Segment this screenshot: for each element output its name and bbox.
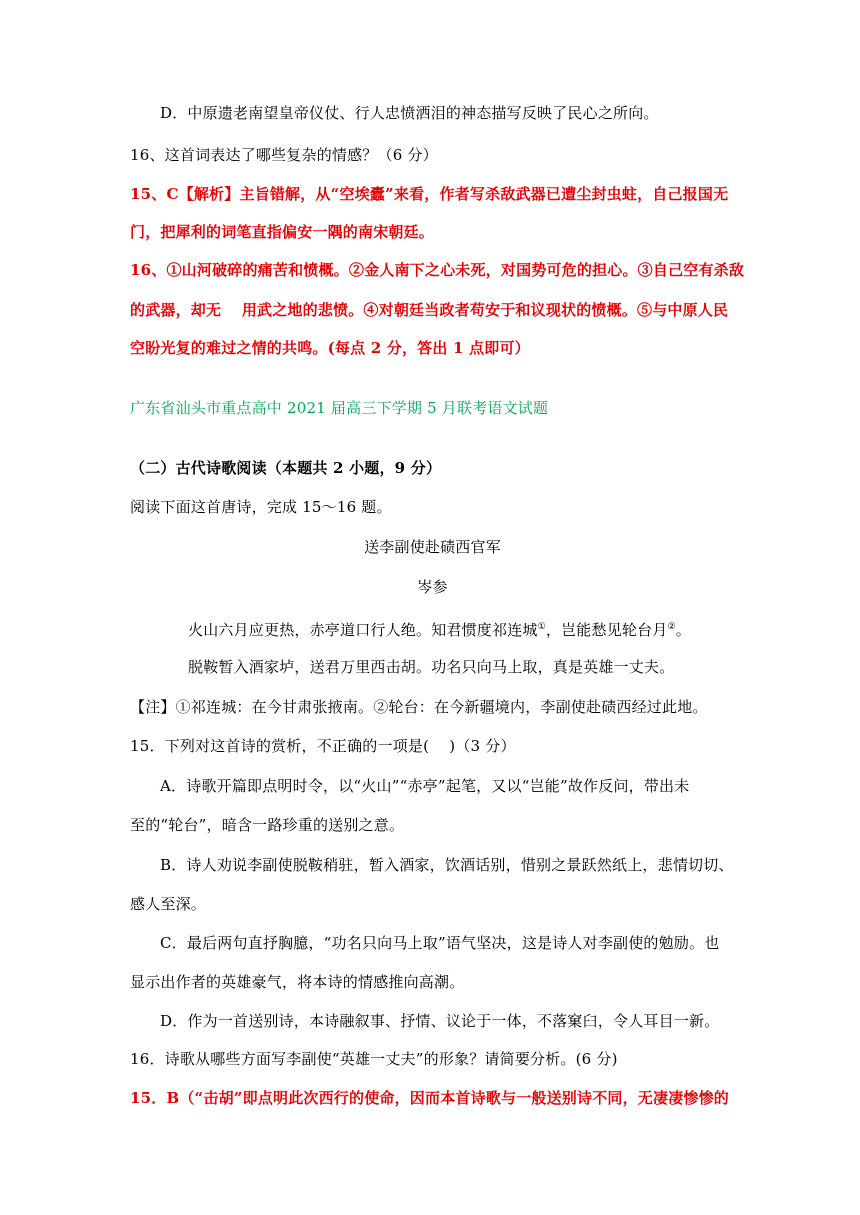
- poem-author: 岑参: [417, 578, 448, 596]
- answer-16-line-1: 16、①山河破碎的痛苦和愤概。②金人南下之心未死，对国势可危的担心。③自己空有杀敌: [130, 261, 745, 279]
- section-heading: （二）古代诗歌阅读（本题共 2 小题，9 分）: [130, 459, 442, 477]
- answer-16-line-3: 空盼光复的难过之情的共鸣。(每点 2 分，答出 1 点即可）: [130, 339, 530, 357]
- footnote-marker-2: ②: [667, 622, 676, 632]
- answer-16-line-2: 的武器，却无 用武之地的悲愤。④对朝廷当政者苟安于和议现状的愤概。⑤与中原人民: [130, 301, 729, 319]
- poem-line-1-text-b: ，岂能愁见轮台月: [545, 621, 668, 639]
- option-d2-line: D．作为一首送别诗，本诗融叙事、抒情、议论于一体，不落窠臼，令人耳目一新。: [160, 1012, 720, 1030]
- poem-title: 送李副使赴碛西官军: [364, 538, 501, 556]
- question-16b-line: 16．诗歌从哪些方面写李副使“英雄一丈夫”的形象？请简要分析。(6 分): [130, 1050, 618, 1068]
- answer-15b-line: 15．B（“击胡”即点明此次西行的使命，因而本首诗歌与一般送别诗不同，无凄凄惨惨的: [130, 1089, 730, 1107]
- answer-15-line-1: 15、C【解析】主旨错解，从“空埃蠹”来看，作者写杀敌武器已遭尘封虫蛀，自己报国无: [130, 185, 729, 203]
- source-title: 广东省汕头市重点高中 2021 届高三下学期 5 月联考语文试题: [130, 399, 549, 417]
- poem-line-2: 脱鞍暂入酒家垆，送君万里西击胡。功名只向马上取，真是英雄一丈夫。: [188, 658, 675, 676]
- option-a-line-2: 至的“轮台”，暗含一路珍重的送别之意。: [130, 816, 405, 834]
- option-b-line-1: B．诗人劝说李副使脱鞍稍驻，暂入酒家，饮酒话别，惜别之景跃然纸上，悲情切切、: [160, 856, 734, 874]
- footnote-marker-1: ①: [537, 622, 546, 632]
- notes-line: 【注】①祁连城：在今甘肃张掖南。②轮台：在今新疆境内，李副使赴碛西经过此地。: [130, 698, 708, 716]
- poem-line-1: [188, 617, 735, 640]
- question-15-line: 15．下列对这首诗的赏析，不正确的一项是( )（3 分）: [130, 737, 516, 755]
- instruction-line: 阅读下面这首唐诗，完成 15～16 题。: [130, 498, 392, 516]
- option-b-line-2: 感人至深。: [130, 895, 207, 913]
- question-16-line: 16、这首词表达了哪些复杂的情感？（6 分）: [130, 146, 438, 164]
- poem-line-1-end: 。: [675, 621, 691, 639]
- option-c-line-2: 显示出作者的英雄豪气，将本诗的情感推向高潮。: [130, 973, 465, 991]
- answer-15-line-2: 门，把犀利的词笔直指偏安一隅的南宋朝廷。: [130, 223, 435, 241]
- option-a-line-1: A．诗歌开篇即点明时令，以“火山”“赤亭”起笔，又以“岂能”故作反问，带出未: [160, 777, 690, 795]
- option-c-line-1: C．最后两句直抒胸臆，“功名只向马上取”语气坚决，这是诗人对李副使的勉励。也: [160, 934, 720, 952]
- poem-line-1-text: 火山六月应更热，赤亭道口行人绝。知君惯度祁连城: [188, 621, 538, 639]
- option-d-line: D．中原遗老南望皇帝仪仗、行人忠愤洒泪的神态描写反映了民心之所向。: [160, 104, 659, 122]
